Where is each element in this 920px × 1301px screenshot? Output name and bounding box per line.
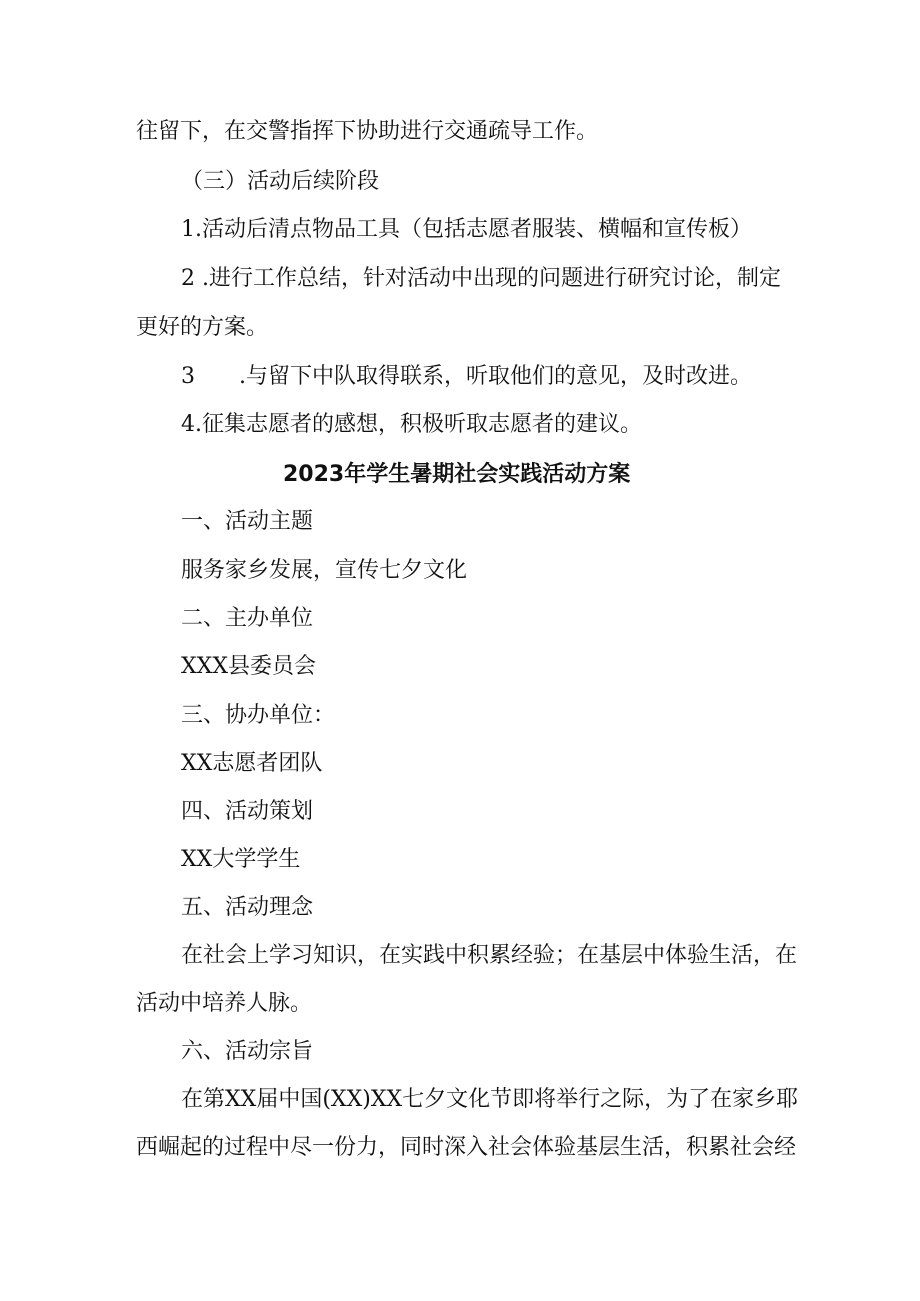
- list-item: 1.活动后清点物品工具（包括志愿者服装、横幅和宣传板）: [181, 217, 752, 242]
- paragraph-line: 更好的方案。: [136, 315, 269, 340]
- paragraph-line: XXX县委员会: [181, 654, 316, 679]
- section-heading: （三）活动后续阶段: [181, 169, 380, 194]
- list-item: 3 .与留下中队取得联系，听取他们的意见，及时改进。: [181, 364, 752, 389]
- list-item: 2 .进行工作总结，针对活动中出现的问题进行研究讨论，制定: [181, 266, 781, 291]
- paragraph-line: XX大学学生: [181, 847, 301, 872]
- paragraph-line: 往留下，在交警指挥下协助进行交通疏导工作。: [136, 119, 599, 144]
- section-heading: 四、活动策划: [181, 799, 314, 824]
- section-heading: 三、协办单位：: [181, 703, 336, 728]
- list-item: 4.征集志愿者的感想，积极听取志愿者的建议。: [181, 412, 642, 437]
- paragraph-line: 活动中培养人脉。: [136, 991, 313, 1016]
- section-heading: 五、活动理念: [181, 895, 314, 920]
- paragraph-line: 服务家乡发展，宣传七夕文化: [181, 558, 468, 583]
- section-heading: 六、活动宗旨: [181, 1039, 314, 1064]
- section-heading: 一、活动主题: [181, 509, 314, 534]
- paragraph-line: XX志愿者团队: [181, 751, 323, 776]
- section-heading: 二、主办单位: [181, 606, 314, 631]
- paragraph-line: 西崛起的过程中尽一份力，同时深入社会体验基层生活，积累社会经: [136, 1135, 797, 1160]
- document-title: 2023年学生暑期社会实践活动方案: [283, 462, 631, 487]
- paragraph-line: 在第XX届中国(XX)XX七夕文化节即将举行之际，为了在家乡耶: [181, 1087, 799, 1112]
- paragraph-line: 在社会上学习知识，在实践中积累经验；在基层中体验生活，在: [181, 943, 798, 968]
